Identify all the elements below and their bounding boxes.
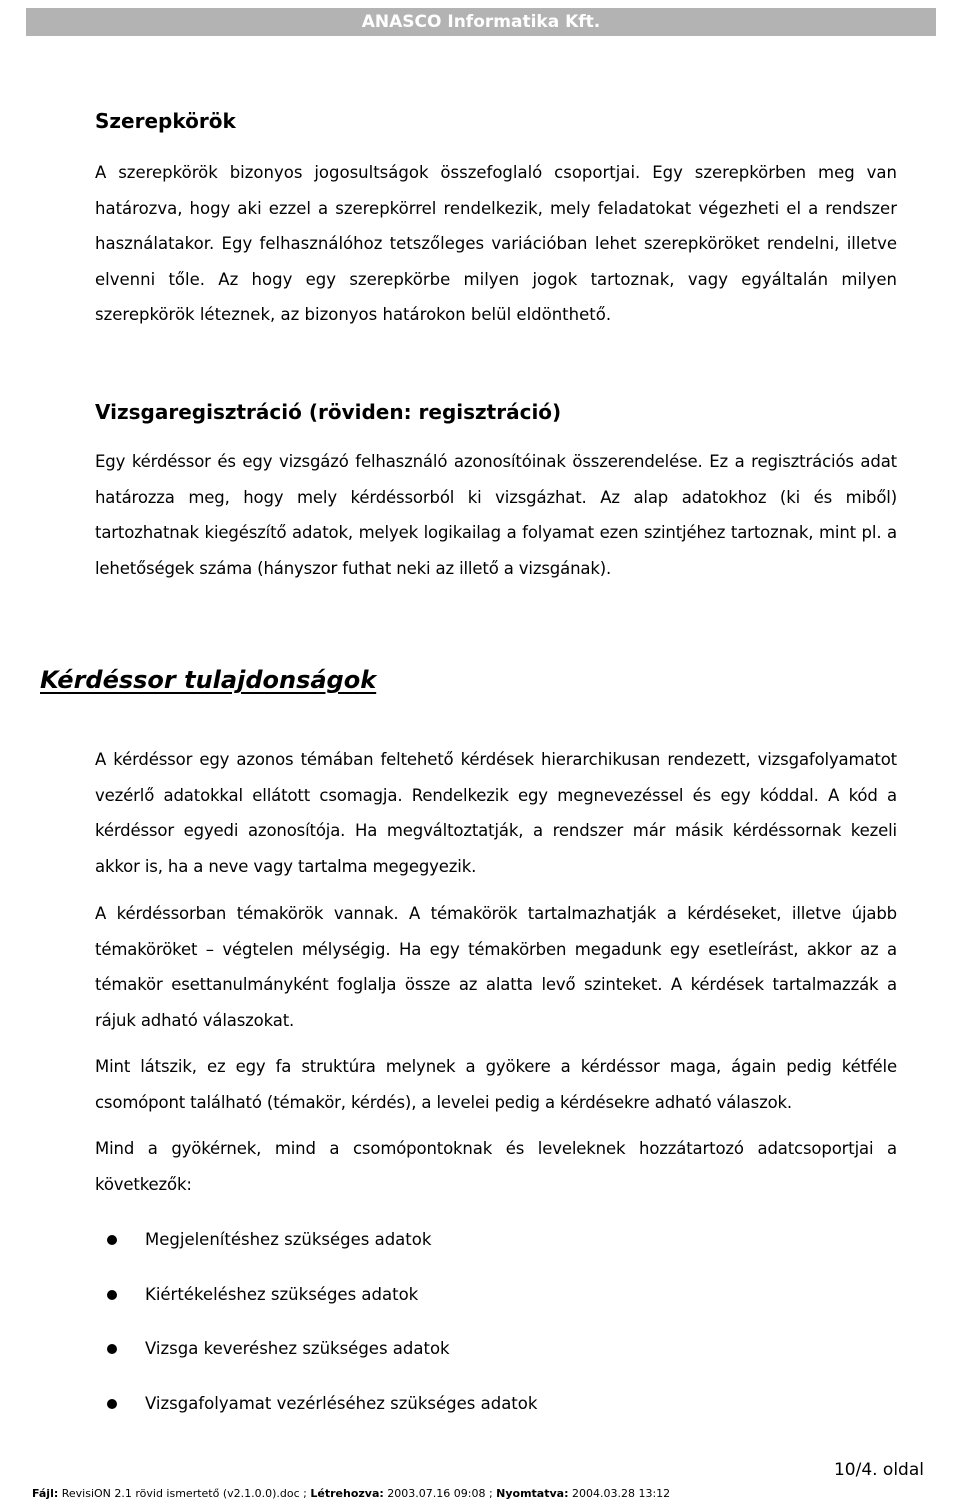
bullet-icon (107, 1235, 117, 1245)
paragraph-kerdessor-4: Mind a gyökérnek, mind a csomópontoknak és leveleknek hozzátartozó adatcsoportjai a következők: (95, 1139, 897, 1194)
paragraph-kerdessor-2: A kérdéssorban témakörök vannak. A témakörök tartalmazhatják a kérdéseket, illetve újabb témaköröket – végtelen mélységig. Ha egy témakörben megadunk egy esetleírást, akkor az a témakör esettanulmányként foglalja össze az alatta levő szinteket. A kérdések tartalmazzák a rájuk adható válaszokat. (95, 904, 897, 1030)
list-item-text: Kiértékeléshez szükséges adatok (145, 1284, 419, 1304)
footer-printed-label: Nyomtatva: (496, 1487, 569, 1500)
bullet-icon (107, 1290, 117, 1300)
data-groups-list (95, 1218, 855, 1436)
list-item-text: Vizsgafolyamat vezérléséhez szükséges adatok (145, 1393, 538, 1413)
footer-created-value: 2003.07.16 09:08 ; (383, 1487, 497, 1500)
list-item (95, 1382, 855, 1437)
bullet-icon (107, 1399, 117, 1409)
document-footer (32, 1486, 670, 1502)
list-item (95, 1218, 855, 1273)
main-heading-kerdessor: Kérdéssor tulajdonságok (40, 666, 377, 694)
footer-file-value: RevisiON 2.1 rövid ismertető (v2.1.0.0).doc ; (58, 1487, 311, 1500)
footer-printed-value: 2004.03.28 13:12 (568, 1487, 671, 1500)
paragraph-kerdessor-3: Mint látszik, ez egy fa struktúra melynek a gyökere a kérdéssor maga, ágain pedig kétféle csomópont található (témakör, kérdés), a levelei pedig a kérdésekre adható válaszok. (95, 1057, 897, 1112)
section-title-vizsgaregisztracio: Vizsgaregisztráció (röviden: regisztráció) (95, 400, 562, 424)
bullet-icon (107, 1344, 117, 1354)
list-item (95, 1273, 855, 1328)
section-title-szerepkorok: Szerepkörök (95, 109, 236, 133)
list-item-text: Megjelenítéshez szükséges adatok (145, 1230, 432, 1249)
footer-file-label: Fájl: (32, 1487, 59, 1500)
paragraph-kerdessor-1: A kérdéssor egy azonos témában feltehető kérdések hierarchikusan rendezett, vizsgafolyamatot vezérlő adatokkal ellátott csomagja. Rendelkezik egy megnevezéssel és egy kóddal. A kód a kérdéssor egyedi azonosítója. Ha megváltoztatják, a rendszer már másik kérdéssornak kezeli akkor is, ha a neve vagy tartalma megegyezik. (95, 750, 897, 876)
page-number: 10/4. oldal (833, 1460, 924, 1480)
list-item-text: Vizsga keveréshez szükséges adatok (145, 1339, 450, 1358)
document-header (26, 8, 936, 36)
paragraph-vizsgaregisztracio: Egy kérdéssor és egy vizsgázó felhasználó azonosítóinak összerendelése. Ez a regisztrációs adat határozza meg, hogy mely kérdéssorból ki vizsgázhat. Az alap adatokhoz (ki és miből) tartozhatnak kiegészítő adatok, melyek logikailag a folyamat ezen szintjéhez tartoznak, mint pl. a lehetőségek száma (hányszor futhat neki az illető a vizsgának). (95, 452, 897, 578)
paragraph-szerepkorok: A szerepkörök bizonyos jogosultságok összefoglaló csoportjai. Egy szerepkörben meg van határozva, hogy aki ezzel a szerepkörrel rendelkezik, mely feladatokat végezheti el a rendszer használatakor. Egy felhasználóhoz tetszőleges variációban lehet szerepköröket rendelni, illetve elvenni tőle. Az hogy egy szerepkörbe milyen jogok tartoznak, vagy egyáltalán milyen szerepkörök léteznek, az bizonyos határokon belül eldönthető. (95, 163, 897, 324)
list-item (95, 1327, 855, 1382)
footer-created-label: Létrehozva: (310, 1487, 384, 1500)
company-name: ANASCO Informatika Kft. (361, 12, 601, 32)
